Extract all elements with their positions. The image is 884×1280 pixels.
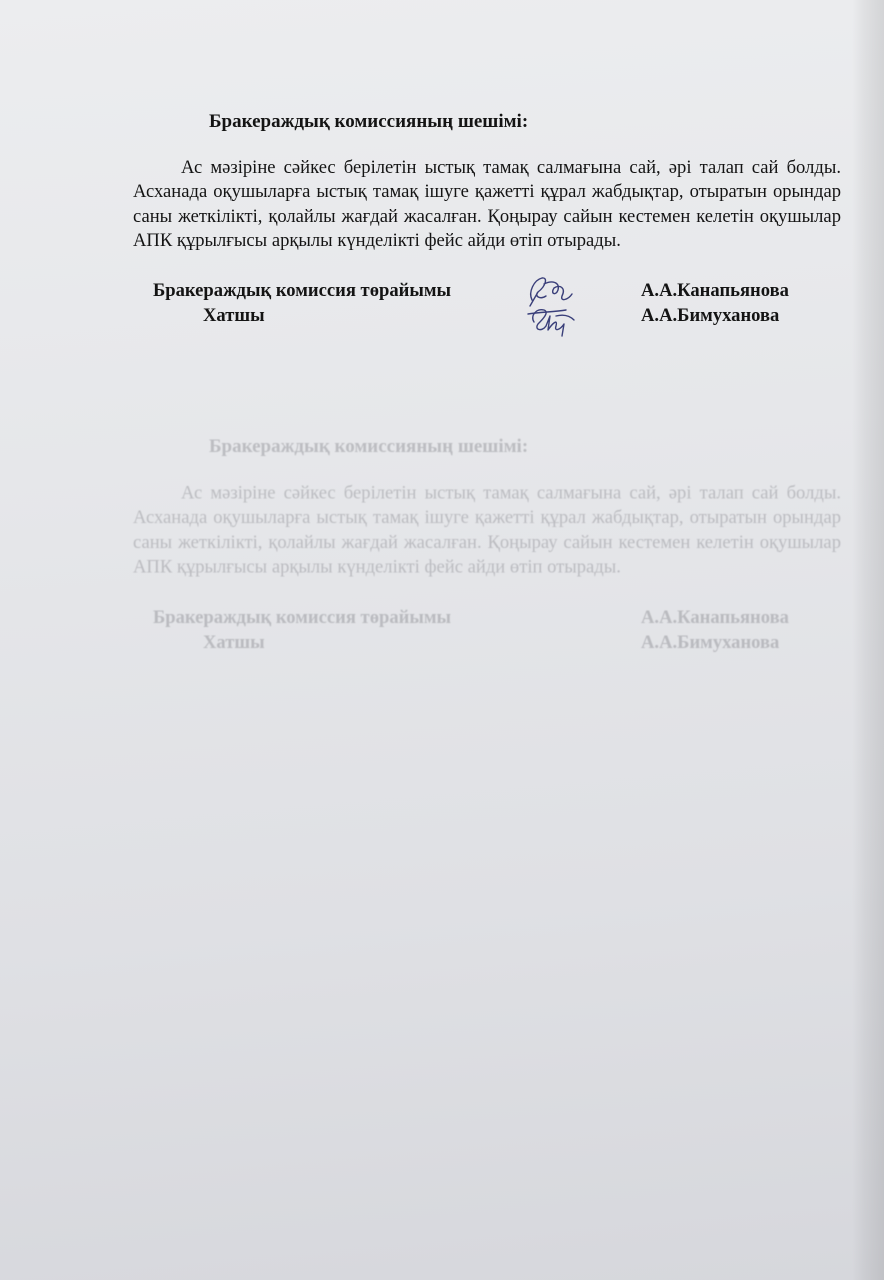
secretary-title: Хатшы [203,304,265,326]
ghost-chair-name: А.А.Канапьянова [641,606,789,628]
ghost-signature-block [133,604,841,657]
ghost-secretary-title: Хатшы [203,631,265,653]
decision-heading: Бракераждық комиссияның шешімі: [209,111,529,132]
signatory-names [641,278,789,328]
ghost-body: Ас мәзіріне сәйкес берілетін ыстық тамақ салмағына сай, әрі талап сай болды. Асханада оқушыларға ыстық тамақ ішуге қажетті құрал жабдықтар, отыратын орындар саны жеткілікті, қолайлы жағдай жасалған. Қоңырау сайын кестемен келетін оқушылар АПК құрылғысы арқылы күнделікті фейс айди өтіп отырады. [133,482,841,578]
page-edge-shadow [852,0,884,1280]
ghost-names [641,604,789,655]
handwritten-signatures [520,270,580,342]
chair-title: Бракераждық комиссия төрайымы [153,279,452,301]
decision-body: Ас мәзіріне сәйкес берілетін ыстық тамақ салмағына сай, әрі талап сай болды. Асханада оқушыларға ыстық тамақ ішуге қажетті құрал жабдықтар, отыратын орындар саны жеткілікті, қолайлы жағдай жасалған. Қоңырау сайын кестемен келетін оқушылар АПК құрылғысы арқылы күнделікті фейс айди өтіп отырады. [133,157,841,252]
ghost-chair-title: Бракераждық комиссия төрайымы [153,606,452,628]
show-through-text [133,435,841,657]
signature-block [133,278,841,330]
secretary-name: А.А.Бимуханова [641,304,780,326]
ghost-heading: Бракераждық комиссияның шешімі: [209,435,529,458]
signatory-titles [153,278,451,328]
ghost-titles [153,604,451,655]
commission-decision-section [133,110,841,330]
ghost-secretary-name: А.А.Бимуханова [641,631,780,653]
chair-name: А.А.Канапьянова [641,279,789,301]
